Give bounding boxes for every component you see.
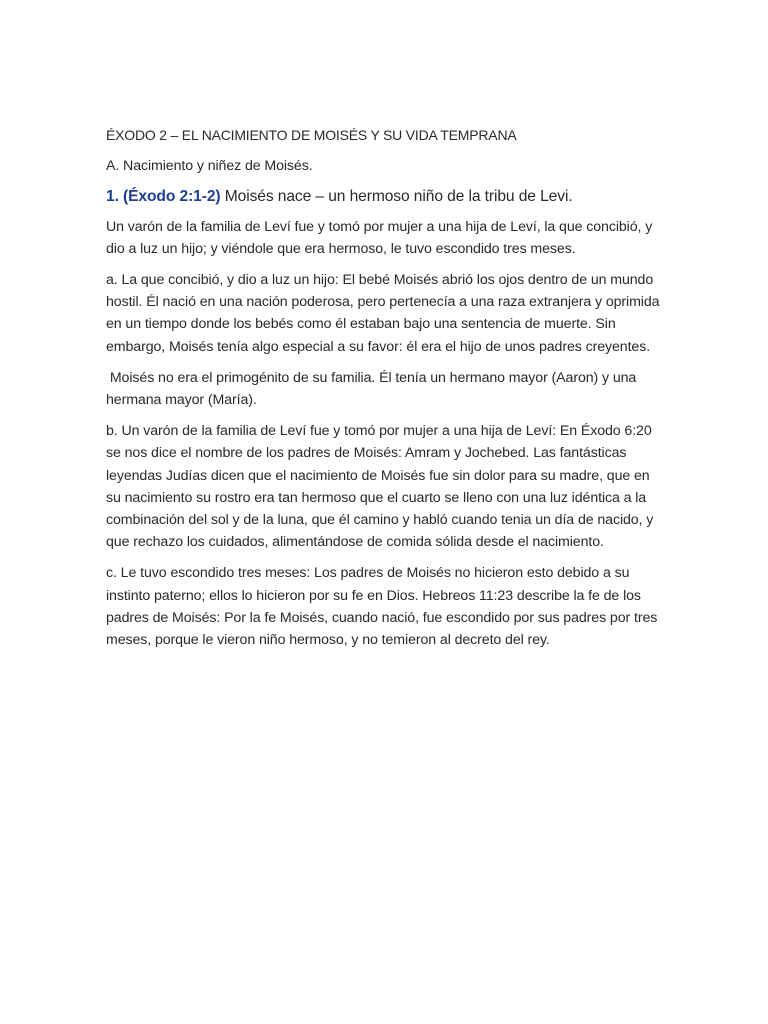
paragraph-a: a. La que concibió, y dio a luz un hijo: El bebé Moisés abrió los ojos dentro de un mundo hostil. Él nació en una nación poderosa, pero pertenecía a una raza extranjera y oprimida en un tiempo donde los bebés como él estaban bajo una sentencia de muerte. Sin embargo, Moisés tenía algo especial a su favor: él era el hijo de unos padres creyentes. xyxy=(106,272,660,355)
document-body xyxy=(106,124,666,660)
paragraph-siblings: Moisés no era el primogénito de su familia. Él tenía un hermano mayor (Aaron) y una hermana mayor (María). xyxy=(106,369,641,409)
paragraph-b: b. Un varón de la familia de Leví fue y tomó por mujer a una hija de Leví: En Éxodo 6:20 se nos dice el nombre de los padres de Moisés: Amram y Jochebed. Las fantásticas leyendas Judías dicen que el nacimiento de Moisés fue sin dolor para su madre, que en su nacimiento su rostro era tan hermoso que el cuarto se lleno con una luz idéntica a la combinación del sol y de la luna, que él camino y habló cuando tenia un día de nacido, y que rechazo los cuidados, alimentándose de comida sólida desde el nacimiento. xyxy=(106,423,654,551)
scripture-reference: 1. (Éxodo 2:1-2) xyxy=(106,188,221,206)
document-title: ÉXODO 2 – EL NACIMIENTO DE MOISÉS Y SU VIDA TEMPRANA xyxy=(106,127,517,143)
section-heading xyxy=(106,186,666,208)
section-heading-text: Moisés nace – un hermoso niño de la tribu de Levi. xyxy=(220,188,573,206)
paragraph-c: c. Le tuvo escondido tres meses: Los padres de Moisés no hicieron esto debido a su instinto paterno; ellos lo hicieron por su fe en Dios. Hebreos 11:23 describe la fe de los padres de Moisés: Por la fe Moisés, cuando nació, fue escondido por sus padres por tres meses, porque le vieron niño hermoso, y no temieron al decreto del rey. xyxy=(106,565,658,649)
paragraph-verse: Un varón de la familia de Leví fue y tomó por mujer a una hija de Leví, la que concibió, y dio a luz un hijo; y viéndole que era hermoso, le tuvo escondido tres meses. xyxy=(106,218,653,257)
section-subtitle: A. Nacimiento y niñez de Moisés. xyxy=(106,158,313,175)
